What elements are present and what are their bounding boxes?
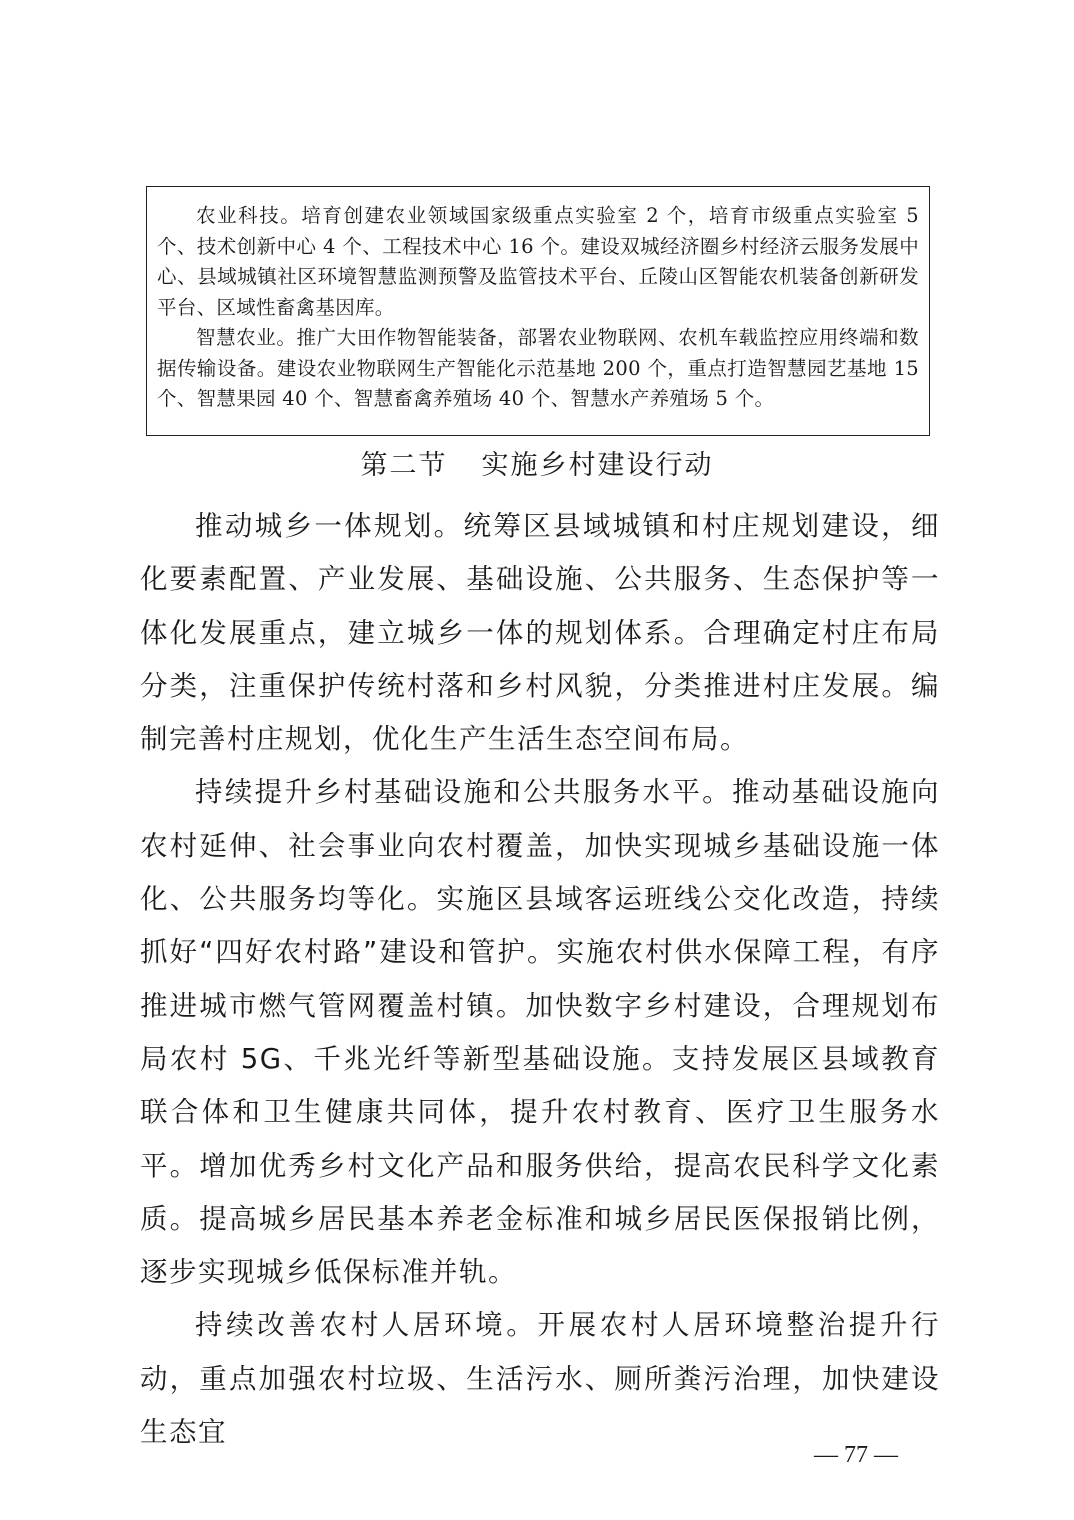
box-lead-smart-agri: 智慧农业。 (196, 326, 297, 349)
box-text-smart-agri: 推广大田作物智能装备，部署农业物联网、农机车载监控应用终端和数据传输设备。建设农业物联网生产智能化示范基地 200 个，重点打造智慧园艺基地 15 个、智慧果园 40 个、智慧畜禽养殖场 40 个、智慧水产养殖场 5 个。 (157, 326, 919, 410)
section-number: 第二节 (360, 450, 448, 481)
main-text (140, 500, 940, 1459)
section-heading (0, 446, 1074, 486)
paragraph-planning: 推动城乡一体规划。统筹区县域城镇和村庄规划建设，细化要素配置、产业发展、基础设施、公共服务、生态保护等一体化发展重点，建立城乡一体的规划体系。合理确定村庄布局分类，注重保护传统村落和乡村风貌，分类推进村庄发展。编制完善村庄规划，优化生产生活生态空间布局。 (140, 510, 940, 756)
paragraph-living-environment: 持续改善农村人居环境。开展农村人居环境整治提升行动，重点加强农村垃圾、生活污水、厕所粪污治理，加快建设生态宜 (140, 1309, 940, 1449)
box-lead-agri-tech: 农业科技。 (196, 204, 302, 227)
box-paragraph-smart-agri (157, 323, 919, 415)
page-number: — 77 — (814, 1442, 898, 1468)
box-paragraph-agri-tech (157, 201, 919, 323)
box-text-agri-tech: 培育创建农业领域国家级重点实验室 2 个，培育市级重点实验室 5 个、技术创新中心 4 个、工程技术中心 16 个。建设双城经济圈乡村经济云服务发展中心、县域城镇社区环境智慧监测预警及监管技术平台、丘陵山区智能农机装备创新研发平台、区域性畜禽基因库。 (157, 204, 919, 319)
paragraph-infrastructure: 持续提升乡村基础设施和公共服务水平。推动基础设施向农村延伸、社会事业向农村覆盖，加快实现城乡基础设施一体化、公共服务均等化。实施区县域客运班线公交化改造，持续抓好“四好农村路”建设和管护。实施农村供水保障工程，有序推进城市燃气管网覆盖村镇。加快数字乡村建设，合理规划布局农村 5G、千兆光纤等新型基础设施。支持发展区县域教育联合体和卫生健康共同体，提升农村教育、医疗卫生服务水平。增加优秀乡村文化产品和服务供给，提高农民科学文化素质。提高城乡居民基本养老金标准和城乡居民医保报销比例，逐步实现城乡低保标准并轨。 (140, 776, 940, 1289)
boxed-note (146, 186, 930, 436)
section-title: 实施乡村建设行动 (481, 450, 714, 481)
